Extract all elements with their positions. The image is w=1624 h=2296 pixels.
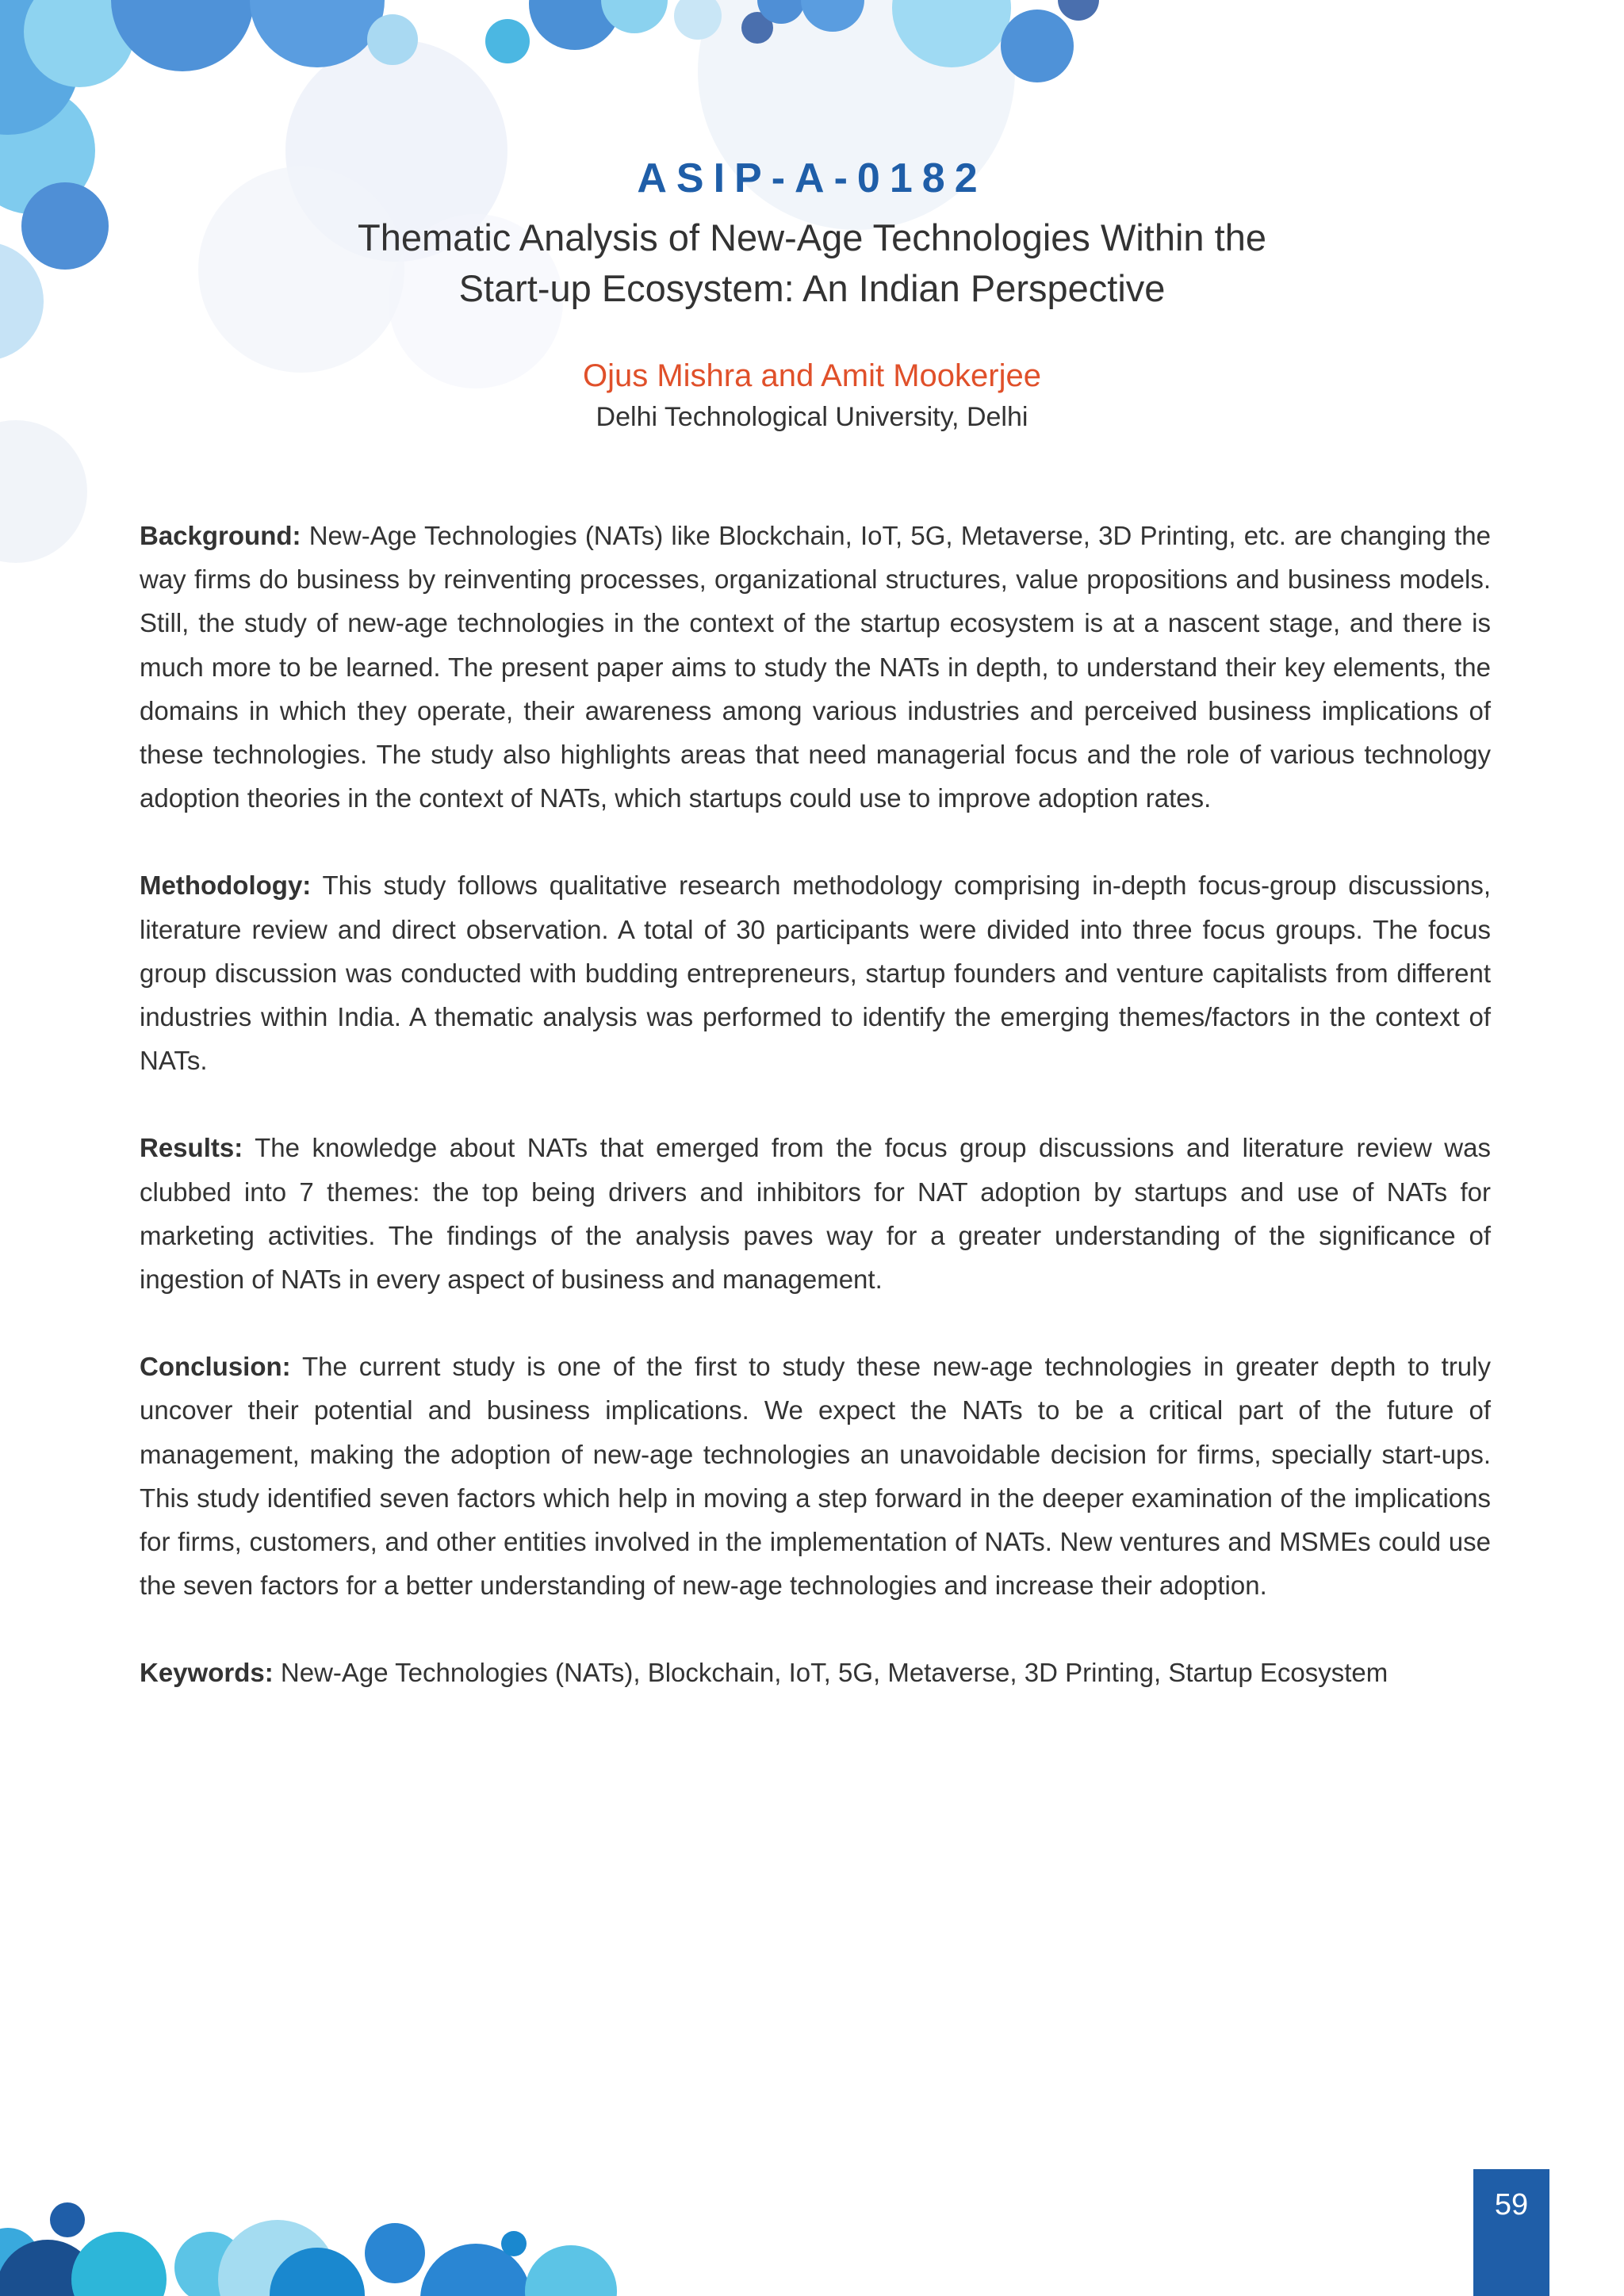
section-label: Results:: [140, 1133, 243, 1163]
paper-title-line-1: Thematic Analysis of New-Age Technologies Within the: [358, 216, 1266, 258]
section-text: This study follows qualitative research methodology comprising in-depth focus-group discussions, literature review and direct observation. A total of 30 participants were divided into three focus groups. The focus group discussion was conducted with budding entrepreneurs, startup founders and venture capitalists from different industries within India. A thematic analysis was performed to identify the emerging themes/factors in the context of NATs.: [140, 871, 1491, 1076]
section-label: Conclusion:: [140, 1352, 291, 1382]
paper-title: [217, 212, 1407, 314]
paper-header: [0, 151, 1624, 436]
section-text: New-Age Technologies (NATs) like Blockchain, IoT, 5G, Metaverse, 3D Printing, etc. are changing the way firms do business by reinventing processes, organizational structures, value propositions and business models. Still, the study of new-age technologies in the context of the startup ecosystem is at a nascent stage, and there is much more to be learned. The present paper aims to study the NATs in depth, to understand their key elements, the domains in which they operate, their awareness among various industries and perceived business implications of these technologies. The study also highlights areas that need managerial focus and the role of various technology adoption theories in the context of NATs, which startups could use to improve adoption rates.: [140, 521, 1492, 813]
section-label: Keywords:: [140, 1658, 274, 1688]
section-keywords: [140, 1651, 1491, 1694]
affiliation: Delhi Technological University, Delhi: [596, 402, 1028, 432]
section-text: The knowledge about NATs that emerged from the focus group discussions and literature review was clubbed into 7 themes: the top being drivers and inhibitors for NAT adoption by startups and use of NATs for marketing activities. The findings of the analysis paves way for a greater understanding of the significance of ingestion of NATs in every aspect of business and management.: [140, 1133, 1491, 1295]
section-label: Methodology:: [140, 871, 312, 901]
abstract-body: [140, 514, 1491, 1739]
section-methodology: [140, 863, 1491, 1082]
paper-id: ASIP-A-0182: [637, 155, 987, 201]
section-text: New-Age Technologies (NATs), Blockchain, IoT, 5G, Metaverse, 3D Printing, Startup Ecosystem: [280, 1658, 1388, 1688]
section-conclusion: [140, 1345, 1491, 1607]
section-text: The current study is one of the first to study these new-age technologies in greater depth to truly uncover their potential and business implications. We expect the NATs to be a critical part of the future of management, making the adoption of new-age technologies an unavoidable decision for firms, specially start-ups. This study identified seven factors which help in moving a step forward in the deeper examination of the implications for firms, customers, and other entities involved in the implementation of NATs. New ventures and MSMEs could use the seven factors for a better understanding of new-age technologies and increase their adoption.: [140, 1352, 1491, 1601]
section-results: [140, 1126, 1491, 1301]
paper-title-line-2: Start-up Ecosystem: An Indian Perspective: [458, 267, 1166, 309]
decorative-bubbles-bottom: [0, 2141, 714, 2296]
page-number: 59: [1473, 2169, 1549, 2296]
section-label: Background:: [140, 521, 301, 550]
authors: Ojus Mishra and Amit Mookerjee: [582, 358, 1041, 393]
section-background: [140, 514, 1491, 820]
